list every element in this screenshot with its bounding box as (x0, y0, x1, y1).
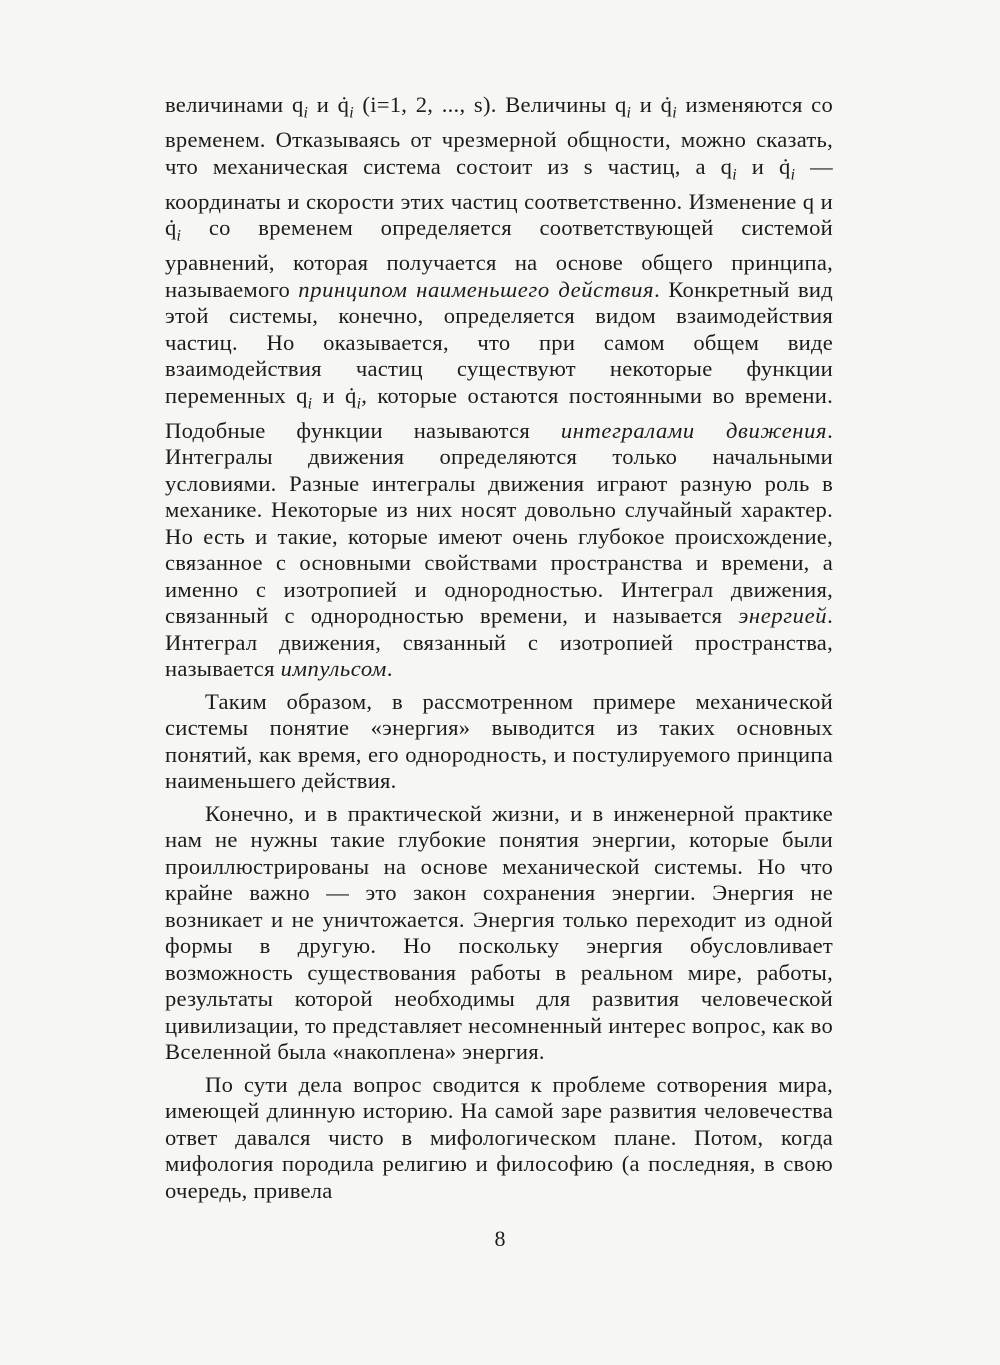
subscript: i (732, 166, 737, 184)
text-run: . Конкретный вид этой системы, конечно, определяется видом взаимодействия частиц. Но оказывается, что при самом общем виде взаимодействия частиц существуют некоторые функции переменных q (165, 276, 833, 408)
body-text (165, 92, 833, 1204)
text-run: и q̇ (736, 153, 791, 179)
text-run: и q̇ (312, 382, 357, 408)
page-number: 8 (494, 1226, 506, 1251)
subscript: i (176, 227, 182, 245)
text-run: величинами q (165, 92, 304, 117)
italic-term: принципом наименьшего действия (298, 276, 655, 302)
italic-term: энергией (738, 603, 828, 629)
text-run: По сути дела вопрос сводится к проблеме сотворения мира, имеющей длинную историю. На самой заре развития человечества ответ давался чисто в мифологическом плане. Потом, когда мифология породила религию и философию (а последняя, в свою очередь, привела (165, 1071, 833, 1203)
paragraph-3 (165, 801, 833, 1066)
subscript: i (307, 395, 313, 413)
text-run: . (386, 656, 393, 682)
paragraph-4 (165, 1072, 833, 1205)
text-run: . Интеграл движения, связанный с изотропией пространства, называется (165, 603, 833, 682)
italic-term: интегралами движения (560, 417, 828, 443)
text-run: и q̇ (631, 92, 673, 117)
text-run: . Интегралы движения определяются только начальными условиями. Разные интегралы движения играют разную роль в механике. Некоторые из них носят довольно случайный характер. Но есть и такие, которые имеют очень глубокое происхождение, связанное с основными свойствами пространства и времени, а именно с изотропией и однородностью. Интеграл движения, связанный с однородностью времени, и называется (165, 417, 833, 629)
text-run: Таким образом, в рассмотренном примере механической системы понятие «энергия» выводится из таких основных понятий, как время, его однородность, и постулируемого принципа наименьшего действия. (165, 688, 833, 794)
subscript: i (303, 104, 309, 122)
text-run: Конечно, и в практической жизни, и в инженерной практике нам не нужны такие глубокие понятия энергии, которые были проиллюстрированы на основе механической системы. Но что крайне важно — это закон сохранения энергии. Энергия не возникает и не уничтожается. Энергия только переходит из одной формы в другую. Но поскольку энергия обусловливает возможность существования работы в реальном мире, работы, результаты которой необходимы для развития человеческой цивилизации, то представляет несомненный интерес вопрос, как во Вселенной была «накоплена» энергия. (165, 800, 833, 1065)
text-run: изменяются со временем. Отказываясь от чрезмерной общности, можно сказать, что механическая система состоит из s частиц, а q (165, 92, 833, 179)
text-run: , которые остаются постоянными во времени. Подобные функции называются (165, 382, 834, 443)
italic-term: импульсом (280, 656, 387, 682)
text-run: — координаты и скорости этих частиц соответственно. Изменение q и q̇ (165, 153, 833, 241)
paragraph-2 (165, 689, 833, 795)
subscript: i (626, 104, 632, 122)
subscript: i (672, 104, 677, 122)
text-run: и q̇ (308, 92, 350, 117)
subscript: i (349, 104, 354, 122)
text-run: со временем определяется соответствующей системой уравнений, которая получается на основе общего принципа, называемого (165, 215, 833, 302)
subscript: i (356, 395, 362, 413)
text-run: (i=1, 2, ..., s). Величины q (353, 92, 627, 117)
subscript: i (790, 166, 796, 184)
paragraph-1 (165, 92, 833, 683)
